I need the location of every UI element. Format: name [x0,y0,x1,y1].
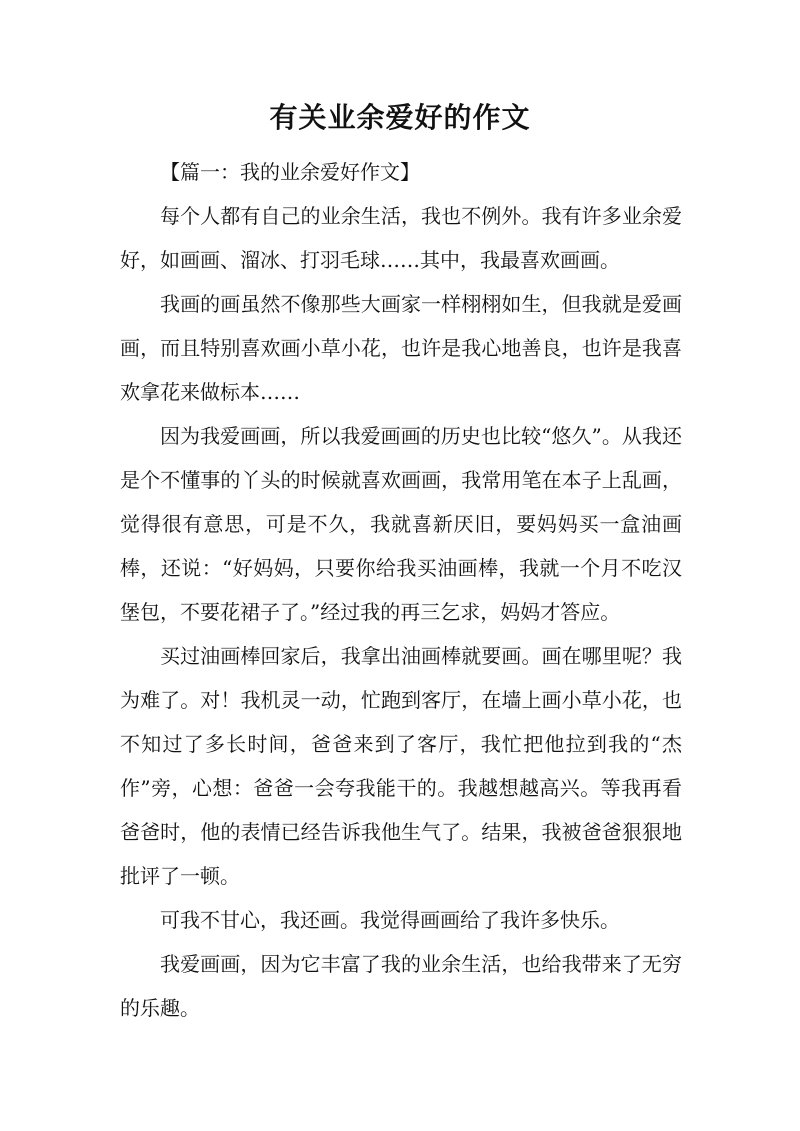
paragraph-4: 买过油画棒回家后，我拿出油画棒就要画。画在哪里呢？我为难了。对！我机灵一动，忙跑到客厅，在墙上画小草小花，也不知过了多长时间，爸爸来到了客厅，我忙把他拉到我的“杰作”旁，心想：爸爸一会夸我能干的。我越想越高兴。等我再看爸爸时，他的表情已经告诉我他生气了。结果，我被爸爸狠狠地批评了一顿。 [120,644,682,888]
document-title: 有关业余爱好的作文 [269,101,531,134]
paragraph-1: 每个人都有自己的业余生活，我也不例外。我有许多业余爱好，如画画、溜冰、打羽毛球……其中，我最喜欢画画。 [120,204,682,272]
paragraph-6: 我爱画画，因为它丰富了我的业余生活，也给我带来了无穷的乐趣。 [120,952,682,1020]
section-heading: 【篇一：我的业余爱好作文】 [160,160,420,184]
paragraph-5: 可我不甘心，我还画。我觉得画画给了我许多快乐。 [160,908,620,932]
document-body [120,150,682,1030]
paragraph-3: 因为我爱画画，所以我爱画画的历史也比较“悠久”。从我还是个不懂事的丫头的时候就喜欢画画，我常用笔在本子上乱画，觉得很有意思，可是不久，我就喜新厌旧，要妈妈买一盒油画棒，还说：“好妈妈，只要你给我买油画棒，我就一个月不吃汉堡包，不要花裙子了。”经过我的再三乞求，妈妈才答应。 [120,424,682,624]
paragraph-2: 我画的画虽然不像那些大画家一样栩栩如生，但我就是爱画画，而且特别喜欢画小草小花，也许是我心地善良，也许是我喜欢拿花来做标本…… [120,292,682,404]
